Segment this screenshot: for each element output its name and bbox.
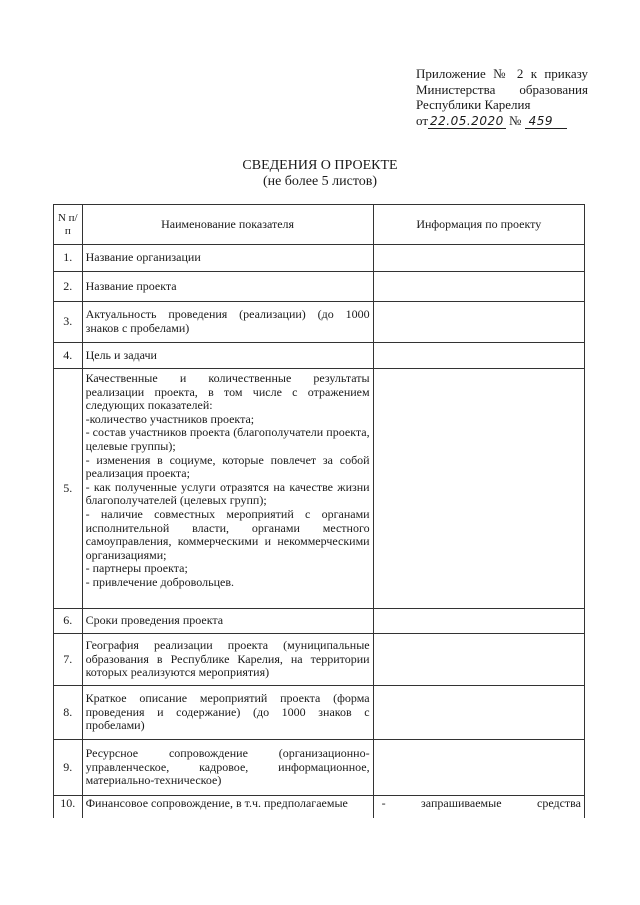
row-info	[373, 740, 584, 796]
header-num	[54, 205, 83, 245]
table-header-row	[54, 205, 585, 245]
appendix-block	[416, 66, 588, 129]
table-row	[54, 634, 585, 686]
header-name: Наименование показателя	[82, 205, 373, 245]
header-info: Информация по проекту	[373, 205, 584, 245]
header-num-text: N п/п	[57, 211, 78, 237]
row-name: Сроки проведения проекта	[82, 609, 373, 634]
row-info	[373, 245, 584, 272]
indicator-line: Качественные и количественные результаты реализации проекта, в том числе с отражением следующих показателей:	[85, 371, 370, 413]
indicator-line: - наличие совместных мероприятий с органами исполнительной власти, органами местного самоуправления, коммерческими и некоммерческими организациями;	[85, 506, 370, 562]
row-name: Цель и задачи	[82, 343, 373, 369]
row-name: Актуальность проведения (реализации) (до 1000 знаков с пробелами)	[82, 302, 373, 343]
appendix-date-line	[416, 113, 588, 130]
indicator-line: - привлечение добровольцев.	[85, 574, 234, 589]
table-row	[54, 343, 585, 369]
order-date: 22.05.2020	[430, 113, 504, 128]
table-row	[54, 609, 585, 634]
row-info	[373, 634, 584, 686]
order-number: 459	[525, 114, 567, 129]
indicator-line: - как полученные услуги отразятся на качестве жизни благополучателей (целевых групп);	[85, 479, 370, 508]
document-title	[0, 158, 640, 190]
title-main: СВЕДЕНИЯ О ПРОЕКТЕ	[242, 158, 398, 173]
table-row	[54, 369, 585, 609]
row-info: - запрашиваемые средства	[373, 796, 584, 818]
appendix-line-2: Министерства образования	[416, 81, 588, 97]
row-num: 1.	[54, 245, 83, 272]
appendix-line-1: Приложение № 2 к приказу	[416, 66, 588, 81]
date-prefix: от	[416, 112, 429, 128]
indicator-line: -количество участников проекта;	[85, 411, 255, 426]
row-info	[373, 343, 584, 369]
table-row	[54, 245, 585, 272]
number-label: №	[508, 112, 522, 128]
row-num: 7.	[54, 634, 83, 686]
row-name	[82, 369, 373, 609]
row-num: 10.	[54, 796, 83, 818]
indicator-line: - изменения в социуме, которые повлечет за собой реализация проекта;	[85, 452, 370, 481]
row-info	[373, 272, 584, 302]
row-name: География реализации проекта (муниципальные образования в Республике Карелия, на территории которых реализуются мероприятия)	[82, 634, 373, 686]
row-num: 8.	[54, 686, 83, 740]
appendix-line-3: Республики Карелия	[416, 97, 531, 112]
row-info	[373, 609, 584, 634]
table-row	[54, 740, 585, 796]
title-sub: (не более 5 листов)	[262, 174, 378, 189]
table-row	[54, 302, 585, 343]
row-num: 4.	[54, 343, 83, 369]
indicator-line: - партнеры проекта;	[85, 561, 188, 576]
indicator-line: - состав участников проекта (благополучатели проекта, целевые группы);	[85, 425, 370, 453]
table-row	[54, 796, 585, 818]
row-name: Краткое описание мероприятий проекта (форма проведения и содержание) (до 1000 знаков с пробелами)	[82, 686, 373, 740]
row-name: Название организации	[82, 245, 373, 272]
row-name: Название проекта	[82, 272, 373, 302]
row-info	[373, 302, 584, 343]
row-num: 3.	[54, 302, 83, 343]
row-num: 2.	[54, 272, 83, 302]
row-num: 6.	[54, 609, 83, 634]
row-name: Финансовое сопровождение, в т.ч. предполагаемые	[82, 796, 373, 818]
row-num: 5.	[54, 369, 83, 609]
row-num: 9.	[54, 740, 83, 796]
project-info-table	[53, 204, 585, 818]
row-info	[373, 686, 584, 740]
table-row	[54, 686, 585, 740]
row-info	[373, 369, 584, 609]
row-name: Ресурсное сопровождение (организационно-управленческое, кадровое, информационное, материально-техническое)	[82, 740, 373, 796]
table-row	[54, 272, 585, 302]
